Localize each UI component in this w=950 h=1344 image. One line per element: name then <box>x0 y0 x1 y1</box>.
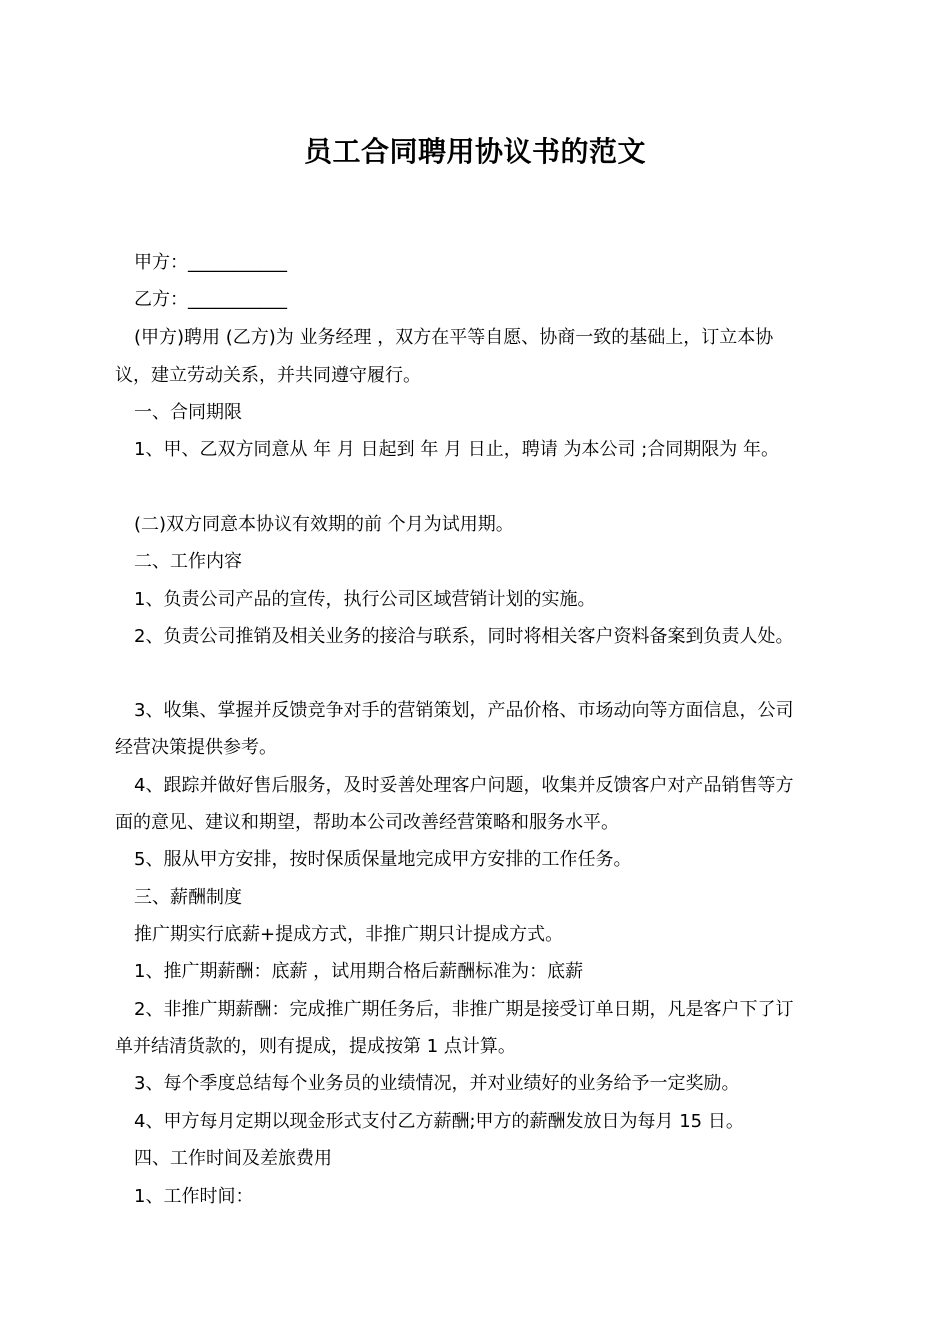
clause-probation: (二)双方同意本协议有效期的前 个月为试用期。 <box>134 514 514 535</box>
clause-duty-1: 1、负责公司产品的宣传，执行公司区域营销计划的实施。 <box>134 589 596 610</box>
party-a-line: 甲方：___________ <box>134 252 287 273</box>
intro-line-continued: 议，建立劳动关系，并共同遵守履行。 <box>115 365 421 386</box>
clause-salary-2-continued: 单并结清货款的，则有提成，提成按第 1 点计算。 <box>115 1036 516 1057</box>
section-heading-hours: 四、工作时间及差旅费用 <box>134 1148 332 1169</box>
clause-salary-4: 4、甲方每月定期以现金形式支付乙方薪酬;甲方的薪酬发放日为每月 15 日。 <box>134 1111 744 1132</box>
section-heading-term: 一、合同期限 <box>134 402 242 423</box>
clause-duty-4: 4、跟踪并做好售后服务，及时妥善处理客户问题，收集并反馈客户对产品销售等方 <box>134 775 794 796</box>
clause-term-period: 1、甲、乙双方同意从 年 月 日起到 年 月 日止，聘请 为本公司 ;合同期限为 年。 <box>134 439 780 460</box>
party-b-line: 乙方：___________ <box>134 289 287 310</box>
document-title: 员工合同聘用协议书的范文 <box>303 135 646 168</box>
clause-salary-intro: 推广期实行底薪+提成方式，非推广期只计提成方式。 <box>134 924 564 945</box>
clause-salary-3: 3、每个季度总结每个业务员的业绩情况，并对业绩好的业务给予一定奖励。 <box>134 1073 740 1094</box>
clause-salary-1: 1、推广期薪酬：底薪 ，试用期合格后薪酬标准为：底薪 <box>134 961 584 982</box>
section-heading-salary: 三、薪酬制度 <box>134 887 242 908</box>
clause-duty-3-continued: 经营决策提供参考。 <box>115 737 277 758</box>
clause-duty-5: 5、服从甲方安排，按时保质保量地完成甲方安排的工作任务。 <box>134 849 632 870</box>
clause-hours-1: 1、工作时间： <box>134 1186 254 1207</box>
clause-duty-2: 2、负责公司推销及相关业务的接洽与联系，同时将相关客户资料备案到负责人处。 <box>134 626 794 647</box>
clause-duty-4-continued: 面的意见、建议和期望，帮助本公司改善经营策略和服务水平。 <box>115 812 619 833</box>
clause-duty-3: 3、收集、掌握并反馈竞争对手的营销策划，产品价格、市场动向等方面信息，公司 <box>134 700 794 721</box>
intro-line: (甲方)聘用 (乙方)为 业务经理 ，双方在平等自愿、协商一致的基础上，订立本协 <box>134 327 774 348</box>
section-heading-duties: 二、工作内容 <box>134 551 242 572</box>
clause-salary-2: 2、非推广期薪酬：完成推广期任务后，非推广期是接受订单日期，凡是客户下了订 <box>134 999 794 1020</box>
